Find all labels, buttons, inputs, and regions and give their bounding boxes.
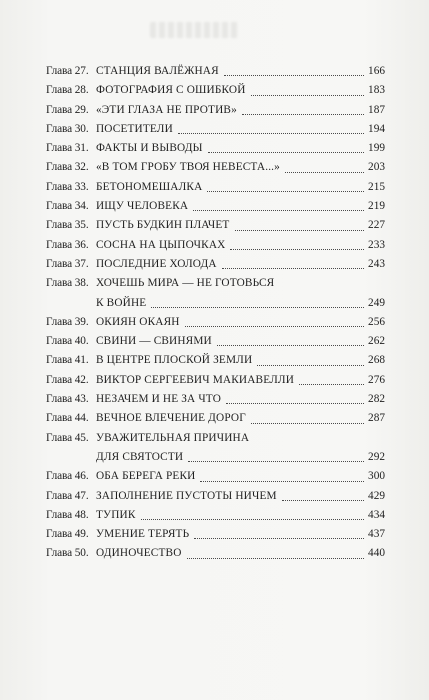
dot-leader bbox=[222, 267, 364, 269]
toc-entry bbox=[46, 274, 385, 313]
page-number: 440 bbox=[368, 547, 385, 560]
toc-entry bbox=[46, 62, 385, 81]
toc-entry bbox=[46, 544, 385, 563]
chapter-title: ПОСЛЕДНИЕ ХОЛОДА bbox=[96, 257, 217, 270]
dot-leader bbox=[224, 74, 364, 76]
chapter-title: ФОТОГРАФИЯ С ОШИБКОЙ bbox=[96, 84, 246, 97]
chapter-number: Глава 38. bbox=[46, 277, 89, 290]
toc-entry bbox=[46, 487, 385, 506]
dot-leader bbox=[141, 518, 365, 520]
chapter-number: Глава 36. bbox=[46, 238, 89, 251]
page-number: 437 bbox=[368, 528, 385, 541]
dot-leader bbox=[178, 132, 364, 134]
chapter-title: БЕТОНОМЕШАЛКА bbox=[96, 180, 203, 193]
table-of-contents bbox=[46, 62, 385, 564]
chapter-title: ФАКТЫ И ВЫВОДЫ bbox=[96, 142, 203, 155]
chapter-title: СОСНА НА ЦЫПОЧКАХ bbox=[96, 238, 226, 251]
toc-entry bbox=[46, 216, 385, 235]
chapter-title: ПУСТЬ БУДКИН ПЛАЧЕТ bbox=[96, 219, 230, 232]
chapter-number: Глава 48. bbox=[46, 508, 89, 521]
page-number: 187 bbox=[368, 103, 385, 116]
chapter-title: УВАЖИТЕЛЬНАЯ ПРИЧИНА bbox=[96, 431, 250, 444]
chapter-number: Глава 29. bbox=[46, 103, 89, 116]
chapter-title: ОДИНОЧЕСТВО bbox=[96, 547, 182, 560]
chapter-number: Глава 35. bbox=[46, 219, 89, 232]
dot-leader bbox=[217, 344, 364, 346]
toc-entry bbox=[46, 81, 385, 100]
toc-entry bbox=[46, 120, 385, 139]
bleed-through-heading bbox=[150, 22, 240, 38]
dot-leader bbox=[251, 94, 365, 96]
toc-entry bbox=[46, 197, 385, 216]
chapter-title: ТУПИК bbox=[96, 508, 136, 521]
dot-leader bbox=[257, 364, 364, 366]
toc-entry bbox=[46, 332, 385, 351]
chapter-number: Глава 46. bbox=[46, 470, 89, 483]
chapter-title-continued: ДЛЯ СВЯТОСТИ bbox=[96, 450, 184, 463]
chapter-number: Глава 45. bbox=[46, 431, 89, 444]
page-number: 227 bbox=[368, 219, 385, 232]
chapter-title: ЗАПОЛНЕНИЕ ПУСТОТЫ НИЧЕМ bbox=[96, 489, 277, 502]
toc-entry bbox=[46, 390, 385, 409]
chapter-title: ХОЧЕШЬ МИРА — НЕ ГОТОВЬСЯ bbox=[96, 277, 275, 290]
chapter-title: ОБА БЕРЕГА РЕКИ bbox=[96, 470, 196, 483]
chapter-number: Глава 39. bbox=[46, 315, 89, 328]
chapter-number: Глава 30. bbox=[46, 122, 89, 135]
chapter-number: Глава 41. bbox=[46, 354, 89, 367]
toc-entry bbox=[46, 525, 385, 544]
chapter-number: Глава 32. bbox=[46, 161, 89, 174]
chapter-number: Глава 49. bbox=[46, 528, 89, 541]
chapter-title: СВИНИ — СВИНЯМИ bbox=[96, 335, 212, 348]
page-number: 183 bbox=[368, 84, 385, 97]
chapter-number: Глава 37. bbox=[46, 257, 89, 270]
toc-entry bbox=[46, 255, 385, 274]
page-number: 249 bbox=[368, 296, 385, 309]
chapter-number: Глава 44. bbox=[46, 412, 89, 425]
chapter-title: ВИКТОР СЕРГЕЕВИЧ МАКИАВЕЛЛИ bbox=[96, 373, 295, 386]
chapter-title: ИЩУ ЧЕЛОВЕКА bbox=[96, 200, 189, 213]
dot-leader bbox=[208, 151, 364, 153]
chapter-number: Глава 43. bbox=[46, 393, 89, 406]
page-number: 300 bbox=[368, 470, 385, 483]
chapter-number: Глава 40. bbox=[46, 335, 89, 348]
dot-leader bbox=[188, 460, 364, 462]
toc-entry bbox=[46, 371, 385, 390]
dot-leader bbox=[185, 325, 364, 327]
dot-leader bbox=[251, 422, 364, 424]
page-number: 429 bbox=[368, 489, 385, 502]
chapter-title: В ЦЕНТРЕ ПЛОСКОЙ ЗЕМЛИ bbox=[96, 354, 253, 367]
dot-leader bbox=[207, 190, 364, 192]
chapter-title: «ЭТИ ГЛАЗА НЕ ПРОТИВ» bbox=[96, 103, 237, 116]
page-number: 287 bbox=[368, 412, 385, 425]
page-number: 203 bbox=[368, 161, 385, 174]
chapter-title: НЕЗАЧЕМ И НЕ ЗА ЧТО bbox=[96, 393, 222, 406]
dot-leader bbox=[151, 306, 364, 308]
toc-entry bbox=[46, 313, 385, 332]
dot-leader bbox=[187, 557, 365, 559]
page-number: 276 bbox=[368, 373, 385, 386]
chapter-title: ОКИЯН ОКАЯН bbox=[96, 315, 180, 328]
chapter-number: Глава 28. bbox=[46, 84, 89, 97]
dot-leader bbox=[285, 171, 364, 173]
chapter-title-continued: К ВОЙНЕ bbox=[96, 296, 147, 309]
page-number: 166 bbox=[368, 65, 385, 77]
toc-entry bbox=[46, 429, 385, 468]
chapter-number: Глава 47. bbox=[46, 489, 89, 502]
page-number: 199 bbox=[368, 142, 385, 155]
toc-entry bbox=[46, 409, 385, 428]
toc-entry bbox=[46, 178, 385, 197]
dot-leader bbox=[226, 402, 364, 404]
chapter-number: Глава 34. bbox=[46, 200, 89, 213]
toc-entry bbox=[46, 506, 385, 525]
page-number: 194 bbox=[368, 122, 385, 135]
page-number: 434 bbox=[368, 508, 385, 521]
toc-entry bbox=[46, 236, 385, 255]
chapter-number: Глава 31. bbox=[46, 142, 89, 155]
page-number: 262 bbox=[368, 335, 385, 348]
chapter-title: ВЕЧНОЕ ВЛЕЧЕНИЕ ДОРОГ bbox=[96, 412, 246, 425]
page-number: 256 bbox=[368, 315, 385, 328]
chapter-number: Глава 42. bbox=[46, 373, 89, 386]
page-number: 282 bbox=[368, 393, 385, 406]
toc-entry bbox=[46, 101, 385, 120]
dot-leader bbox=[299, 383, 364, 385]
chapter-title: ПОСЕТИТЕЛИ bbox=[96, 122, 173, 135]
chapter-number: Глава 33. bbox=[46, 180, 89, 193]
page-number: 219 bbox=[368, 200, 385, 213]
toc-entry bbox=[46, 467, 385, 486]
dot-leader bbox=[230, 248, 364, 250]
dot-leader bbox=[282, 499, 364, 501]
toc-entry bbox=[46, 351, 385, 370]
dot-leader bbox=[200, 480, 364, 482]
chapter-title: «В ТОМ ГРОБУ ТВОЯ НЕВЕСТА...» bbox=[96, 161, 280, 174]
chapter-number: Глава 50. bbox=[46, 547, 89, 560]
page-number: 215 bbox=[368, 180, 385, 193]
page-number: 268 bbox=[368, 354, 385, 367]
dot-leader bbox=[193, 209, 364, 211]
dot-leader bbox=[194, 537, 364, 539]
page-number: 243 bbox=[368, 257, 385, 270]
dot-leader bbox=[242, 113, 364, 115]
chapter-title: УМЕНИЕ ТЕРЯТЬ bbox=[96, 528, 190, 541]
dot-leader bbox=[235, 229, 365, 231]
chapter-title: СТАНЦИЯ ВАЛЁЖНАЯ bbox=[96, 65, 219, 77]
chapter-number: Глава 27. bbox=[46, 65, 89, 77]
page-number: 292 bbox=[368, 450, 385, 463]
toc-entry bbox=[46, 158, 385, 177]
toc-entry bbox=[46, 139, 385, 158]
page-number: 233 bbox=[368, 238, 385, 251]
